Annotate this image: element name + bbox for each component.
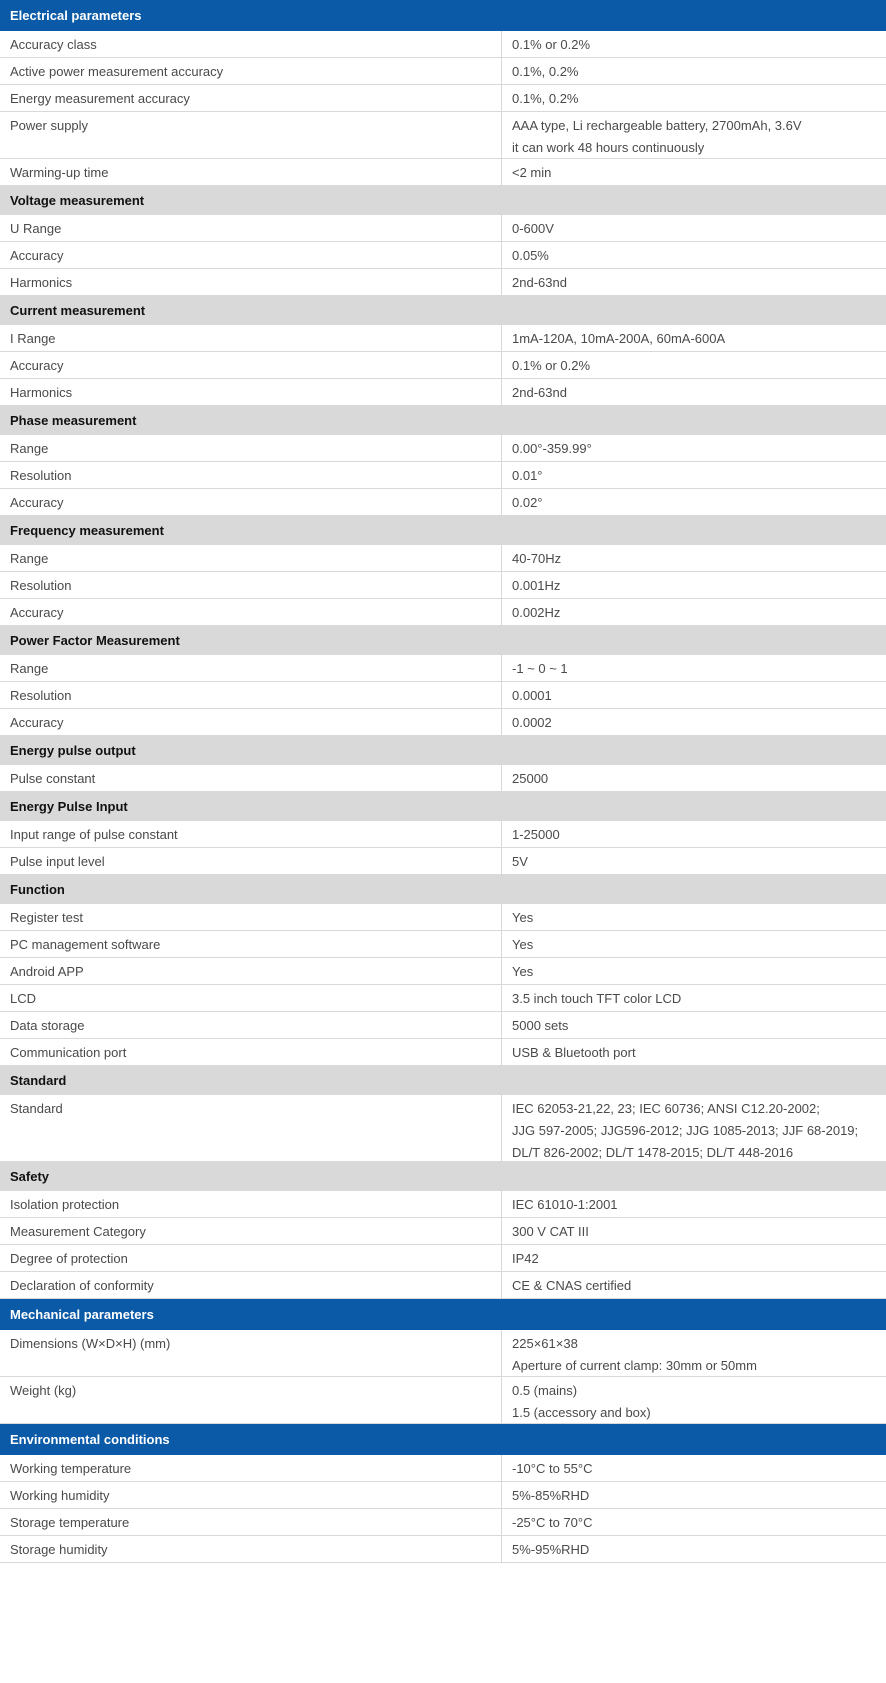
parameter-value-line: -1 ~ 0 ~ 1 xyxy=(512,661,568,676)
section-header xyxy=(0,626,886,655)
parameter-label: U Range xyxy=(0,215,502,241)
parameter-value-line: Yes xyxy=(512,937,534,952)
section-title: Phase measurement xyxy=(10,412,137,428)
section-title: Energy pulse output xyxy=(10,742,136,758)
parameter-label: Communication port xyxy=(0,1039,502,1065)
parameter-value xyxy=(502,1245,886,1271)
parameter-value-line: 5000 sets xyxy=(512,1018,569,1033)
parameter-value-line: 40-70Hz xyxy=(512,551,562,566)
parameter-value xyxy=(502,1536,886,1562)
parameter-value-line: 0.001Hz xyxy=(512,578,561,593)
table-row xyxy=(0,1509,886,1536)
parameter-label: Accuracy xyxy=(0,599,502,625)
parameter-value xyxy=(502,599,886,625)
section-header xyxy=(0,1299,886,1330)
parameter-label: Register test xyxy=(0,904,502,930)
parameter-value-line: 0.0001 xyxy=(512,688,552,703)
parameter-value-line: 0.1%, 0.2% xyxy=(512,64,579,79)
parameter-value-line: IEC 62053-21,22, 23; IEC 60736; ANSI C12.20-2002; xyxy=(512,1101,820,1116)
section-title: Power Factor Measurement xyxy=(10,632,180,648)
parameter-value xyxy=(502,269,886,295)
parameter-value xyxy=(502,958,886,984)
parameter-value-line: it can work 48 hours continuously xyxy=(512,140,705,155)
parameter-label: Accuracy xyxy=(0,352,502,378)
table-row xyxy=(0,379,886,406)
parameter-value-line: Yes xyxy=(512,964,534,979)
table-row xyxy=(0,1039,886,1066)
section-header xyxy=(0,1162,886,1191)
table-row xyxy=(0,1377,886,1424)
parameter-value-line: 2nd-63nd xyxy=(512,275,567,290)
parameter-value xyxy=(502,1012,886,1038)
table-row xyxy=(0,904,886,931)
table-row xyxy=(0,931,886,958)
parameter-value xyxy=(502,1218,886,1244)
parameter-value-line: 0.1% or 0.2% xyxy=(512,37,591,52)
parameter-value xyxy=(502,1509,886,1535)
parameter-label: Pulse constant xyxy=(0,765,502,791)
parameter-value-line: CE & CNAS certified xyxy=(512,1278,632,1293)
parameter-value-line: 0.0002 xyxy=(512,715,552,730)
table-row xyxy=(0,31,886,58)
table-row xyxy=(0,325,886,352)
section-header xyxy=(0,516,886,545)
parameter-value xyxy=(502,215,886,241)
parameter-value xyxy=(502,112,886,158)
parameter-value-line: 5V xyxy=(512,854,528,869)
table-row xyxy=(0,1272,886,1299)
parameter-value xyxy=(502,985,886,1011)
parameter-label: Working temperature xyxy=(0,1455,502,1481)
parameter-value-line: 225×61×38 xyxy=(512,1336,578,1351)
table-row xyxy=(0,58,886,85)
parameter-label: Harmonics xyxy=(0,269,502,295)
table-row xyxy=(0,848,886,875)
parameter-value xyxy=(502,159,886,185)
section-title: Function xyxy=(10,881,65,897)
parameter-value-line: 5%-85%RHD xyxy=(512,1488,590,1503)
parameter-label: Range xyxy=(0,545,502,571)
parameter-label: Degree of protection xyxy=(0,1245,502,1271)
section-title: Mechanical parameters xyxy=(10,1306,154,1322)
parameter-label: Input range of pulse constant xyxy=(0,821,502,847)
section-title: Voltage measurement xyxy=(10,192,145,208)
table-row xyxy=(0,1330,886,1377)
parameter-value xyxy=(502,325,886,351)
parameter-value xyxy=(502,1482,886,1508)
parameter-value-line: 0.01° xyxy=(512,468,543,483)
parameter-value xyxy=(502,904,886,930)
table-row xyxy=(0,435,886,462)
table-row xyxy=(0,269,886,296)
section-header xyxy=(0,296,886,325)
parameter-label: Range xyxy=(0,655,502,681)
table-row xyxy=(0,1191,886,1218)
parameter-label: Pulse input level xyxy=(0,848,502,874)
parameter-value xyxy=(502,848,886,874)
parameter-value xyxy=(502,1272,886,1298)
parameter-label: LCD xyxy=(0,985,502,1011)
table-row xyxy=(0,215,886,242)
parameter-label: Warming-up time xyxy=(0,159,502,185)
table-row xyxy=(0,112,886,159)
parameter-label: Range xyxy=(0,435,502,461)
parameter-value-line: 3.5 inch touch TFT color LCD xyxy=(512,991,682,1006)
parameter-value xyxy=(502,1095,886,1161)
table-row xyxy=(0,765,886,792)
parameter-label: PC management software xyxy=(0,931,502,957)
table-row xyxy=(0,1218,886,1245)
parameter-value-line: 0.00°-359.99° xyxy=(512,441,592,456)
section-header xyxy=(0,736,886,765)
parameter-value xyxy=(502,1191,886,1217)
section-header xyxy=(0,1066,886,1095)
parameter-value-line: -10°C to 55°C xyxy=(512,1461,593,1476)
parameter-label: Weight (kg) xyxy=(0,1377,502,1423)
parameter-value xyxy=(502,821,886,847)
parameter-value xyxy=(502,242,886,268)
parameter-value-line: IP42 xyxy=(512,1251,539,1266)
table-row xyxy=(0,655,886,682)
table-row xyxy=(0,159,886,186)
section-header xyxy=(0,0,886,31)
table-row xyxy=(0,242,886,269)
parameter-value xyxy=(502,58,886,84)
parameter-label: Resolution xyxy=(0,682,502,708)
parameter-value-line: 0.02° xyxy=(512,495,543,510)
parameter-label: Resolution xyxy=(0,462,502,488)
parameter-value-line: IEC 61010-1:2001 xyxy=(512,1197,618,1212)
parameter-label: Accuracy xyxy=(0,242,502,268)
parameter-value-line: 1mA-120A, 10mA-200A, 60mA-600A xyxy=(512,331,726,346)
table-row xyxy=(0,352,886,379)
parameter-value xyxy=(502,1377,886,1423)
parameter-value xyxy=(502,1455,886,1481)
table-row xyxy=(0,958,886,985)
section-header xyxy=(0,186,886,215)
section-header xyxy=(0,792,886,821)
section-title: Current measurement xyxy=(10,302,146,318)
parameter-label: Harmonics xyxy=(0,379,502,405)
table-row xyxy=(0,1455,886,1482)
table-row xyxy=(0,462,886,489)
parameter-value-line: 1.5 (accessory and box) xyxy=(512,1405,651,1420)
parameter-value xyxy=(502,682,886,708)
parameter-label: Accuracy xyxy=(0,489,502,515)
section-header xyxy=(0,406,886,435)
table-row xyxy=(0,572,886,599)
table-row xyxy=(0,821,886,848)
parameter-label: Energy measurement accuracy xyxy=(0,85,502,111)
table-row xyxy=(0,1095,886,1162)
parameter-value xyxy=(502,379,886,405)
table-row xyxy=(0,709,886,736)
parameter-value xyxy=(502,572,886,598)
parameter-value xyxy=(502,462,886,488)
parameter-label: Active power measurement accuracy xyxy=(0,58,502,84)
parameter-value-line: 5%-95%RHD xyxy=(512,1542,590,1557)
parameter-value-line: 0.5 (mains) xyxy=(512,1383,578,1398)
table-row xyxy=(0,1482,886,1509)
parameter-value-line: 2nd-63nd xyxy=(512,385,567,400)
parameter-value-line: 0.1%, 0.2% xyxy=(512,91,579,106)
parameter-value xyxy=(502,85,886,111)
parameter-value-line: 0.1% or 0.2% xyxy=(512,358,591,373)
parameter-value-line: 0.002Hz xyxy=(512,605,561,620)
section-title: Safety xyxy=(10,1168,50,1184)
parameter-value xyxy=(502,1330,886,1376)
parameter-value-line: JJG 597-2005; JJG596-2012; JJG 1085-2013; JJF 68-2019; xyxy=(512,1123,859,1138)
section-title: Energy Pulse Input xyxy=(10,798,128,814)
parameter-label: Power supply xyxy=(0,112,502,158)
parameter-label: Declaration of conformity xyxy=(0,1272,502,1298)
parameter-value xyxy=(502,489,886,515)
section-header xyxy=(0,1424,886,1455)
parameter-label: Accuracy class xyxy=(0,31,502,57)
table-row xyxy=(0,489,886,516)
section-title: Standard xyxy=(10,1072,67,1088)
parameter-value xyxy=(502,1039,886,1065)
parameter-value xyxy=(502,709,886,735)
parameter-value-line: Aperture of current clamp: 30mm or 50mm xyxy=(512,1358,757,1373)
section-title: Environmental conditions xyxy=(10,1431,170,1447)
parameter-value xyxy=(502,31,886,57)
parameter-value xyxy=(502,352,886,378)
parameter-label: Android APP xyxy=(0,958,502,984)
table-row xyxy=(0,545,886,572)
parameter-label: Data storage xyxy=(0,1012,502,1038)
parameter-label: Storage humidity xyxy=(0,1536,502,1562)
table-row xyxy=(0,682,886,709)
parameter-label: Accuracy xyxy=(0,709,502,735)
parameter-value-line: 0.05% xyxy=(512,248,549,263)
table-row xyxy=(0,1536,886,1563)
parameter-value-line: 25000 xyxy=(512,771,549,786)
table-row xyxy=(0,599,886,626)
parameter-value-line: AAA type, Li rechargeable battery, 2700mAh, 3.6V xyxy=(512,118,802,133)
parameter-value-line: 300 V CAT III xyxy=(512,1224,589,1239)
table-row xyxy=(0,1245,886,1272)
parameter-value-line: DL/T 826-2002; DL/T 1478-2015; DL/T 448-2016 xyxy=(512,1145,794,1160)
section-title: Electrical parameters xyxy=(10,7,142,23)
parameter-value-line: <2 min xyxy=(512,165,552,180)
parameter-label: Working humidity xyxy=(0,1482,502,1508)
section-title: Frequency measurement xyxy=(10,522,164,538)
parameter-label: Isolation protection xyxy=(0,1191,502,1217)
parameter-label: Resolution xyxy=(0,572,502,598)
parameter-label: Measurement Category xyxy=(0,1218,502,1244)
table-row xyxy=(0,85,886,112)
parameter-label: Dimensions (W×D×H) (mm) xyxy=(0,1330,502,1376)
table-row xyxy=(0,1012,886,1039)
parameter-value-line: USB & Bluetooth port xyxy=(512,1045,636,1060)
parameter-value-line: -25°C to 70°C xyxy=(512,1515,593,1530)
table-row xyxy=(0,985,886,1012)
parameter-value-line: 0-600V xyxy=(512,221,554,236)
parameter-value xyxy=(502,931,886,957)
parameter-label: I Range xyxy=(0,325,502,351)
parameter-value xyxy=(502,435,886,461)
parameter-value xyxy=(502,765,886,791)
parameter-value-line: Yes xyxy=(512,910,534,925)
parameter-label: Standard xyxy=(0,1095,502,1161)
section-header xyxy=(0,875,886,904)
parameter-value xyxy=(502,655,886,681)
parameter-value-line: 1-25000 xyxy=(512,827,560,842)
parameter-value xyxy=(502,545,886,571)
parameter-label: Storage temperature xyxy=(0,1509,502,1535)
